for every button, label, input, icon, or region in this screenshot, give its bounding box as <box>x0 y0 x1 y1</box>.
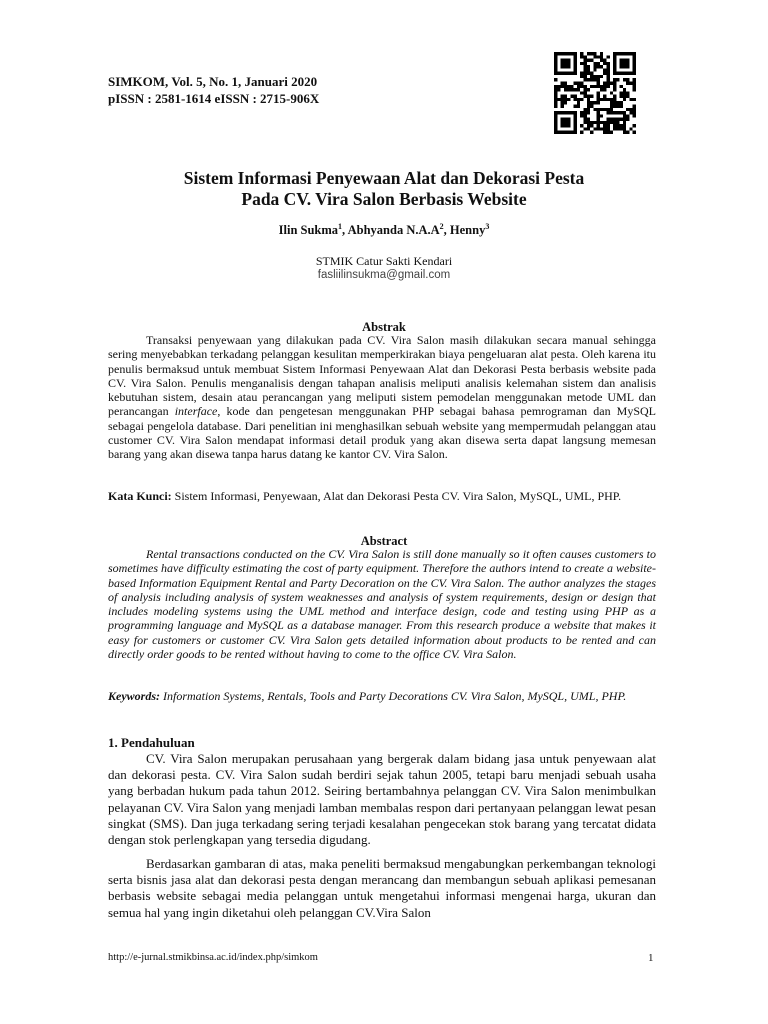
author-3-mark: 3 <box>485 222 490 231</box>
author-1: Ilin Sukma <box>278 223 339 238</box>
keywords <box>108 688 656 704</box>
kata-kunci <box>108 488 656 504</box>
author-2: , Abhyanda N.A.A <box>342 223 440 238</box>
author-email[interactable]: fasliilinsukma@gmail.com <box>317 269 451 281</box>
author-2-mark: 2 <box>439 222 444 231</box>
kata-kunci-text: Sistem Informasi, Penyewaan, Alat dan Dekorasi Pesta CV. Vira Salon, MySQL, UML, PHP. <box>171 489 622 503</box>
author-list <box>100 222 668 238</box>
abstrak-text-part1: Transaksi penyewaan yang dilakukan pada CV. Vira Salon masih dilakukan secara manual sehingga sering menyebabkan terkadang pelanggan kesulitan memperkirakan biaya pengeluaran alat pesta. Oleh karena itu penulis bermaksud untuk membuat Sistem Informasi Penyewaan Alat dan Dekorasi Pesta berbasis website pada CV. Vira Salon. Penulis menganalisis dengan tahapan analisis meliputi analisis kelemahan sistem dan analisis kebutuhan sistem, desain atau perancangan yang meliputi sistem pemodelan menggunakan metode UML dan perancangan <box>108 333 656 419</box>
keywords-text: Information Systems, Rentals, Tools and Party Decorations CV. Vira Salon, MySQL, UML, PHP. <box>160 689 627 703</box>
author-3: , Henny <box>443 223 486 238</box>
keywords-label: Keywords: <box>108 689 160 703</box>
qr-code-icon <box>554 52 636 134</box>
title-line-2: Pada CV. Vira Salon Berbasis Website <box>241 189 527 209</box>
abstrak-heading: Abstrak <box>362 320 406 334</box>
journal-header <box>108 73 319 107</box>
section-paragraph-2: Berdasarkan gambaran di atas, maka peneliti bermaksud mengabungkan perkembangan teknologi serta bisnis jasa alat dan dekorasi pesta dengan merancang dan membangun sebuah aplikasi pemesanan berbasis website sebagai media pelanggan untuk mengetahui informasi mengenai harga, ukuran dan semua hal yang ingin diketahui oleh pelanggan CV.Vira Salon <box>108 856 656 920</box>
abstrak-text-italic: interface <box>174 404 218 419</box>
author-1-mark: 1 <box>338 222 343 231</box>
abstract-heading: Abstract <box>360 534 408 548</box>
institution: STMIK Catur Sakti Kendari <box>315 254 453 268</box>
section-heading: 1. Pendahuluan <box>108 735 195 750</box>
kata-kunci-label: Kata Kunci: <box>108 489 172 503</box>
page-number: 1 <box>648 952 654 964</box>
section-paragraph-1: CV. Vira Salon merupakan perusahaan yang bergerak dalam bidang jasa untuk penyewaan alat dan dekorasi pesta. CV. Vira Salon sudah berdiri sejak tahun 2005, tetapi baru menjadi sebuah usaha yang berbadan hukum pada tahun 2012. Seiring bertambahnya pelanggan CV. Vira Salon menimbulkan pelayanan CV. Vira Salon yang menjadi lamban membalas respon dari pertanyaan pelanggan lewat pesan singkat (SMS). Dan juga terkadang sering terjadi kesalahan pengecekan stok barang yang tercatat didata dengan stok perlengkapan yang tersedia digudang. <box>108 751 656 848</box>
footer-url[interactable]: http://e-jurnal.stmikbinsa.ac.id/index.php/simkom <box>108 952 318 963</box>
abstrak-text-part2: , kode dan pengetesan menggunakan PHP sebagai bahasa pemrograman dan MySQL sebagai pengelola database. Dari penelitian ini menghasilkan sebuah website yang mempermudah pelanggan atau customer CV. Vira Salon mendapat informasi detail produk yang akan disewa serta dapat langsung memesan barang yang akan disewa tanpa harus datang ke kantor CV. Vira Salon. <box>108 404 656 462</box>
journal-issn: pISSN : 2581-1614 eISSN : 2715-906X <box>108 91 320 106</box>
abstrak-text <box>108 333 656 462</box>
affiliation <box>100 254 668 282</box>
journal-volume: SIMKOM, Vol. 5, No. 1, Januari 2020 <box>108 74 318 89</box>
paper-title <box>100 168 668 210</box>
title-line-1: Sistem Informasi Penyewaan Alat dan Dekorasi Pesta <box>183 168 585 188</box>
abstract-text: Rental transactions conducted on the CV. Vira Salon is still done manually so it often causes customers to sometimes have difficulty estimating the cost of party equipment. Therefore the authors intend to create a website-based Information Equipment Rental and Party Decoration on the CV. Vira Salon. The author analyzes the stages of analysis including analysis of system weaknesses and analysis of system requirements, design or design that includes modeling systems using the UML method and interface design, code and testing using PHP as a programming language and MySQL as a database manager. From this research produce a website that makes it easy for customers or customer CV. Vira Salon gets detailed information about products to be rented and can directly order goods to be rented without having to come to the office CV. Vira Salon. <box>108 547 656 662</box>
